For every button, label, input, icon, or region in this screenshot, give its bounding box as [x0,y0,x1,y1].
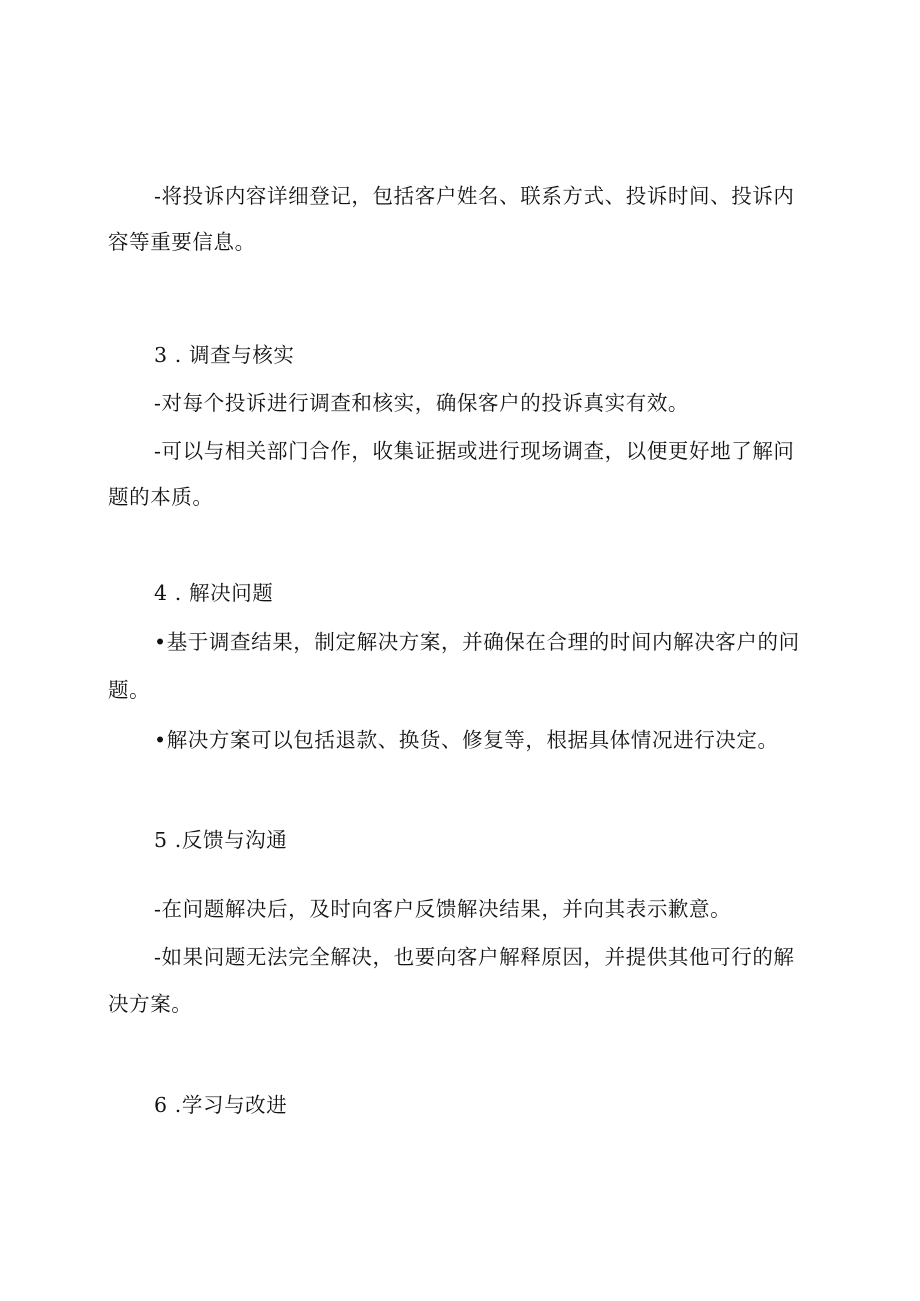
paragraph-line: -对每个投诉进行调查和核实，确保客户的投诉真实有效。 [154,391,690,415]
paragraph-line: -在问题解决后，及时向客户反馈解决结果，并向其表示歉意。 [154,897,732,921]
paragraph-line: •解决方案可以包括退款、换货、修复等，根据具体情况进行决定。 [154,728,779,752]
paragraph-line: •基于调查结果，制定解决方案，并确保在合理的时间内解决客户的问 [154,630,800,654]
section-heading-4: 4 . 解决问题 [154,581,274,605]
paragraph-line: -将投诉内容详细登记，包括客户姓名、联系方式、投诉时间、投诉内 [154,184,795,208]
paragraph-line: 题。 [108,678,151,702]
paragraph-line: 决方案。 [108,992,193,1016]
section-heading-3: 3 . 调查与核实 [154,343,295,367]
section-heading-6: 6 .学习与改进 [154,1093,288,1117]
paragraph-line: 题的本质。 [108,485,214,509]
paragraph-line: -可以与相关部门合作，收集证据或进行现场调查，以便更好地了解问 [154,439,795,463]
paragraph-line: 容等重要信息。 [108,230,256,254]
paragraph-line: -如果问题无法完全解决，也要向客户解释原因，并提供其他可行的解 [154,945,795,969]
section-heading-5: 5 .反馈与沟通 [154,828,288,852]
